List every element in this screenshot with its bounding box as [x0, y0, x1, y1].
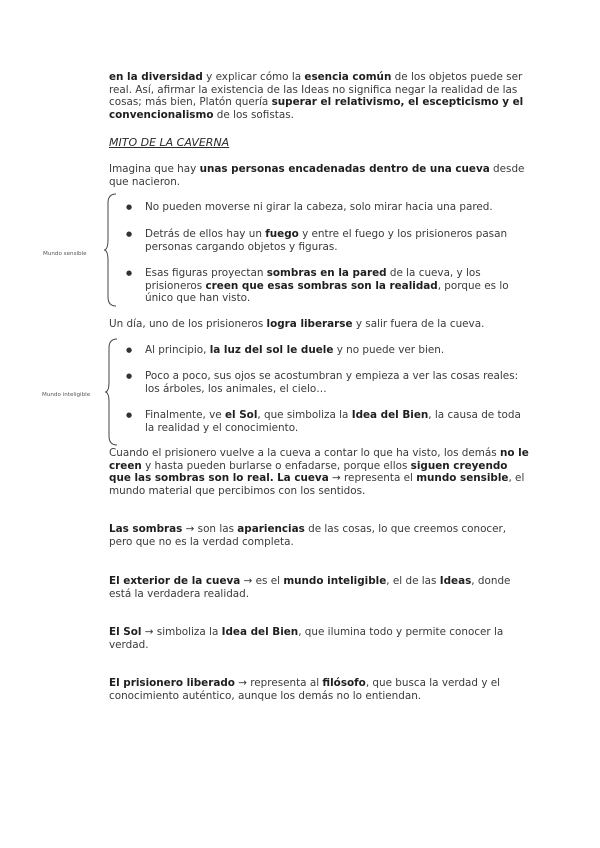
- text: Poco a poco, sus ojos se acostumbran y empieza a ver las cosas reales: los árboles, los animales, el cielo…: [145, 370, 519, 395]
- bold-text: esencia común: [304, 71, 392, 83]
- text: Al principio,: [145, 344, 210, 356]
- bold-text: Idea del Bien: [221, 626, 299, 638]
- text: y entre el fuego y los prisioneros pasan personas cargando objetos y figuras.: [145, 228, 508, 253]
- bold-text: superar el relativismo, el escepticismo y el convencionalismo: [109, 96, 524, 121]
- exterior-paragraph: [109, 575, 529, 600]
- bold-text: creen que esas sombras son la realidad: [205, 279, 438, 292]
- text: y explicar cómo la: [202, 71, 305, 83]
- list-item: [126, 267, 526, 305]
- bold-text: apariencias: [237, 523, 305, 535]
- side-label-mundo-inteligible: Mundo inteligible: [42, 392, 91, 398]
- list-item: [126, 201, 526, 214]
- text: , la causa de toda la realidad y el conocimiento.: [145, 409, 521, 434]
- bold-text: La cueva: [277, 472, 329, 485]
- text: de la cueva, y los prisioneros: [145, 267, 481, 292]
- bold-text: El Sol: [109, 626, 142, 638]
- text: Cuando el prisionero vuelve a la cueva a contar lo que ha visto, los demás: [109, 447, 500, 459]
- list-item: [126, 228, 526, 253]
- text: , que simboliza la: [257, 409, 352, 421]
- text: → es el: [240, 575, 284, 587]
- text: , donde está la verdadera realidad.: [109, 575, 511, 600]
- bold-text: siguen creyendo que las sombras son lo real.: [109, 459, 508, 485]
- text: Esas figuras proyectan: [145, 267, 267, 279]
- text: desde que nacieron.: [109, 163, 525, 188]
- text: Finalmente, ve: [145, 409, 225, 421]
- text: → representa el: [328, 472, 417, 485]
- text: , porque es lo único que han visto.: [145, 279, 509, 305]
- bold-text: Las sombras: [109, 523, 183, 535]
- text: Detrás de ellos hay un: [145, 228, 266, 240]
- bold-text: logra liberarse: [266, 318, 353, 330]
- text: No pueden moverse ni girar la cabeza, solo mirar hacia una pared.: [145, 201, 493, 213]
- return-paragraph: [109, 447, 529, 497]
- bold-text: fuego: [265, 228, 299, 240]
- bold-text: El prisionero liberado: [109, 677, 235, 689]
- bold-text: El exterior de la cueva: [109, 575, 241, 587]
- bold-text: Idea del Bien: [351, 409, 429, 421]
- imagine-paragraph: [109, 163, 529, 188]
- text: → representa al: [234, 677, 323, 689]
- bold-text: la luz del sol le duele: [209, 344, 334, 356]
- bold-text: Ideas: [439, 575, 472, 587]
- left-brace-sensible: [103, 193, 119, 307]
- freed-prisoner-paragraph: [109, 677, 529, 702]
- bold-text: en la diversidad: [109, 71, 203, 83]
- text: , el mundo material que percibimos con los sentidos.: [109, 472, 525, 497]
- list-item: [126, 344, 526, 357]
- list-item: [126, 409, 526, 434]
- text: , que busca la verdad y el conocimiento auténtico, aunque los demás no lo entiendan.: [109, 677, 501, 702]
- bold-text: el Sol: [224, 409, 258, 421]
- text: Imagina que hay: [109, 163, 200, 175]
- text: → simboliza la: [141, 626, 222, 638]
- text: y salir fuera de la cueva.: [352, 318, 485, 330]
- list-item: [126, 370, 526, 395]
- bold-text: no le creen: [109, 447, 529, 472]
- section-title: MITO DE LA CAVERNA: [109, 136, 230, 149]
- shadows-paragraph: [109, 523, 529, 548]
- text: de los sofistas.: [213, 108, 294, 121]
- text: y no puede ver bien.: [333, 344, 445, 356]
- text: de los objetos puede ser real. Así, afirmar la existencia de las Ideas no significa negar la realidad de las cosas; más bien, Platón quería: [109, 71, 523, 109]
- one-day-paragraph: [109, 318, 529, 331]
- left-brace-inteligible: [104, 338, 120, 446]
- text: → son las: [182, 523, 238, 535]
- bold-text: mundo inteligible: [283, 575, 387, 587]
- text: y hasta pueden burlarse o enfadarse, porque ellos: [141, 459, 411, 472]
- bold-text: sombras en la pared: [266, 267, 387, 279]
- bold-text: mundo sensible: [416, 472, 509, 485]
- text: Un día, uno de los prisioneros: [109, 318, 267, 330]
- text: , que ilumina todo y permite conocer la verdad.: [109, 626, 504, 651]
- side-label-mundo-sensible: Mundo sensible: [43, 251, 87, 257]
- text: de las cosas, lo que creemos conocer, pero que no es la verdad completa.: [109, 523, 507, 548]
- text: , el de las: [386, 575, 440, 587]
- sun-paragraph: [109, 626, 529, 651]
- intro-paragraph: [109, 71, 529, 121]
- bold-text: filósofo: [322, 677, 366, 689]
- bold-text: unas personas encadenadas dentro de una cueva: [199, 163, 490, 175]
